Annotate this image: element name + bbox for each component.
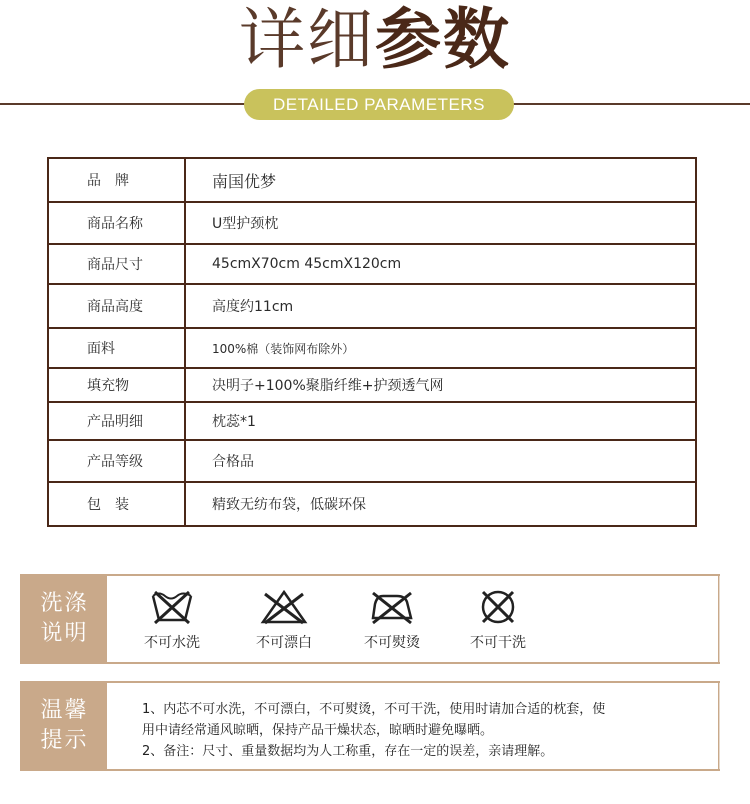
wash-side-line2: 说明 [40,621,89,646]
row-value: 合格品 [212,454,254,470]
row-value: 45cmX70cm 45cmX120cm [212,256,402,272]
no-wash-icon [149,588,195,626]
care-item-no-iron [352,588,432,652]
title-bold: 参数 [375,1,511,78]
row-label: 面料 [49,329,186,367]
row-value: 精致无纺布袋，低碳环保 [212,497,366,513]
table-row [49,441,695,481]
no-dryclean-icon [475,588,521,626]
table-row [49,159,695,201]
title-light: 详细 [239,1,375,78]
no-iron-icon [367,588,417,626]
no-bleach-icon [259,588,309,626]
parameters-table [47,157,697,527]
wash-side-line1: 洗涤 [40,591,89,616]
band-edge [719,683,720,769]
table-row [49,483,695,525]
wash-instructions [20,574,720,664]
care-item-no-dryclean [458,588,538,652]
row-label: 包 装 [49,483,186,525]
table-row [49,245,695,283]
table-row [49,329,695,367]
row-label: 商品尺寸 [49,245,186,283]
care-item-no-bleach [244,588,324,652]
warm-tips [20,681,720,771]
tips-side-line1: 温馨 [40,698,89,723]
row-label: 商品名称 [49,203,186,243]
table-row [49,369,695,401]
page-title [0,2,750,78]
row-label: 品 牌 [49,159,186,201]
row-value: 决明子+100%聚脂纤维+护颈透气网 [212,378,444,394]
care-label: 不可水洗 [144,635,200,651]
page-header [0,0,750,80]
row-value: U型护颈枕 [212,216,279,232]
tips-line2: 用中请经常通风晾晒，保持产品干燥状态，晾晒时避免曝晒。 [142,723,494,738]
care-label: 不可漂白 [256,635,312,651]
row-label: 产品等级 [49,441,186,481]
table-row [49,285,695,327]
header-divider-right [512,103,750,105]
row-label: 填充物 [49,369,186,401]
tips-line3: 2、备注：尺寸、重量数据均为人工称重，存在一定的误差，亲请理解。 [142,744,554,759]
tips-side-line2: 提示 [40,728,89,753]
tips-line1: 1、内芯不可水洗，不可漂白，不可熨烫，不可干洗，使用时请加合适的枕套，使 [142,702,606,717]
header-divider-left [0,103,246,105]
row-label: 产品明细 [49,403,186,439]
row-value: 100%棉（装饰网布除外） [212,341,355,356]
care-label: 不可熨烫 [364,635,420,651]
subtitle-badge: DETAILED PARAMETERS [244,89,514,120]
row-value: 高度约11cm [212,299,294,315]
row-value: 枕蕊*1 [212,414,256,430]
tips-side-label [22,683,107,769]
care-label: 不可干洗 [470,635,526,651]
table-row [49,403,695,439]
care-item-no-wash [132,588,212,652]
band-edge [719,576,720,662]
wash-side-label [22,576,107,662]
tips-text [142,699,704,762]
row-label: 商品高度 [49,285,186,327]
table-row [49,203,695,243]
row-value: 南国优梦 [212,171,277,191]
